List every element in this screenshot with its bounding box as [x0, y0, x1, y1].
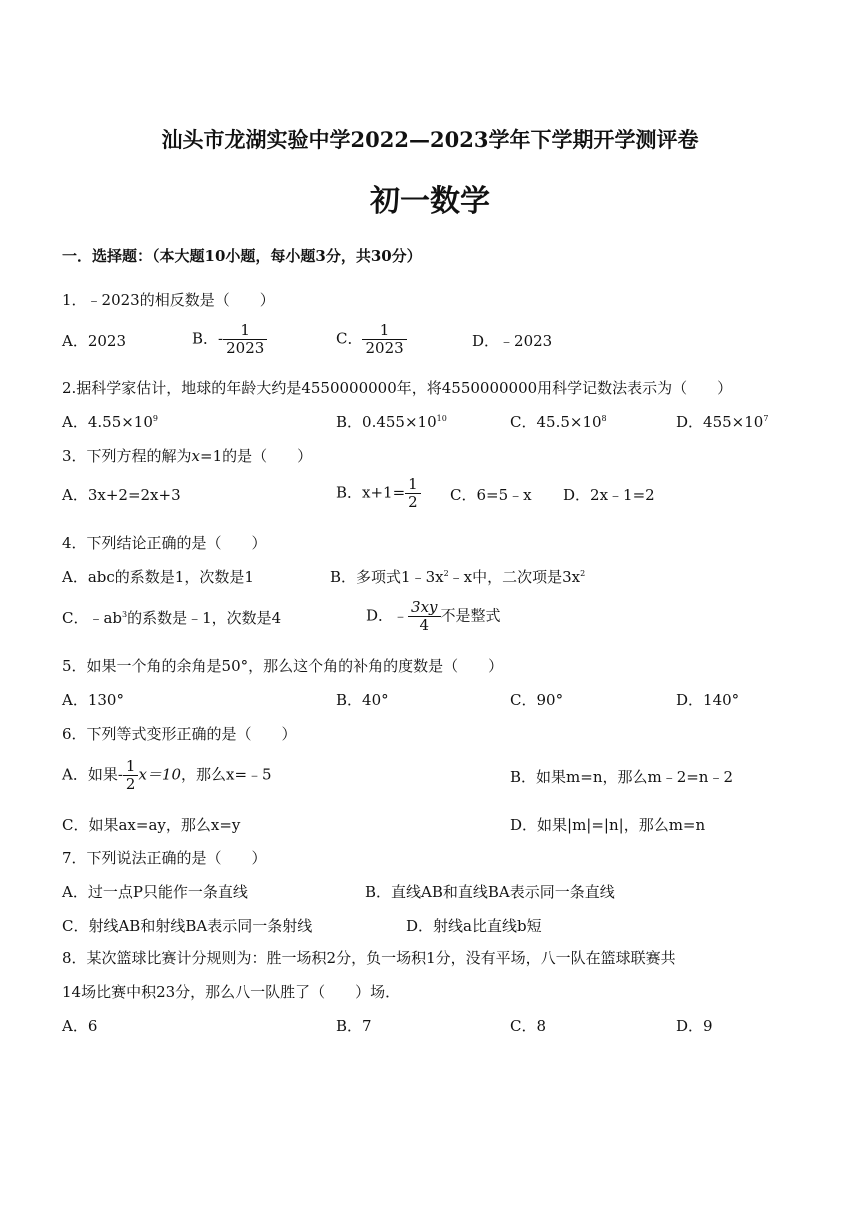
q6-a-post: ，那么x=﹣5: [181, 765, 272, 784]
subject-title: 初一数学: [370, 184, 490, 219]
q1-b-label: B．: [192, 329, 219, 348]
q2-stem: 2.据科学家估计，地球的年龄大约是4550000000年，将4550000000用科学记数法表示为（ ）: [62, 379, 733, 397]
q7-stem: 7．下列说法正确的是（ ）: [62, 849, 267, 867]
q2-option-b: [336, 412, 447, 432]
q1-b-numerator: 1: [223, 322, 267, 340]
q4-b-mid: ﹣x中，二次项是3x: [448, 568, 581, 586]
q2-d-exponent: 7: [763, 414, 769, 423]
q1-b-denominator: 2023: [226, 339, 265, 357]
q4-c-post: 的系数是﹣1，次数是4: [127, 609, 282, 627]
q2-option-a: [62, 412, 158, 432]
q1-c-numerator: 1: [362, 322, 406, 340]
q4-d-label: D．﹣: [366, 606, 409, 625]
q7-option-c: C．射线AB和射线BA表示同一条射线: [62, 917, 313, 935]
q8-option-d: D．9: [676, 1017, 713, 1035]
q4-c-pre: C．﹣ab: [62, 609, 123, 627]
q1-c-fraction: [362, 322, 406, 357]
q2-option-d: [676, 412, 768, 432]
q6-a-fraction: [123, 758, 139, 793]
q2-d-text: D．455×10: [676, 413, 764, 431]
q6-a-mid: x＝10: [138, 765, 181, 784]
q1-option-b: [192, 322, 267, 357]
q1-c-denominator: 2023: [365, 339, 404, 357]
q1-b-fraction: [223, 322, 267, 357]
q1-b-sign: -: [218, 329, 224, 348]
exam-title: 汕头市龙湖实验中学2022—2023学年下学期开学测评卷: [161, 127, 699, 152]
q5-option-a: A．130°: [62, 691, 124, 709]
q2-c-exponent: 8: [601, 414, 607, 423]
q4-option-a: A．abc的系数是1，次数是1: [62, 568, 254, 586]
q4-b-exponent-1: 2: [443, 569, 449, 578]
q4-d-numerator: 3xy: [408, 599, 440, 617]
q5-option-b: B．40°: [336, 691, 389, 709]
q1-stem: 1．﹣2023的相反数是（ ）: [62, 291, 275, 309]
q7-option-a: A．过一点P只能作一条直线: [62, 883, 248, 901]
q6-option-d: D．如果|m|=|n|，那么m=n: [510, 816, 706, 834]
q8-stem-line1: 8．某次篮球比赛计分规则为：胜一场积2分，负一场积1分，没有平场，八一队在篮球联赛共: [62, 949, 676, 967]
q3-stem: [62, 446, 312, 466]
q4-c-exponent: 3: [122, 610, 128, 619]
q8-option-a: A．6: [62, 1017, 98, 1035]
q6-option-b: B．如果m=n，那么m﹣2=n﹣2: [510, 768, 734, 786]
q2-option-c: [510, 412, 607, 432]
q2-b-text: B．0.455×10: [336, 413, 437, 431]
q4-option-b: [330, 567, 585, 587]
q5-option-d: D．140°: [676, 691, 740, 709]
q3-b-expr: x+1=: [362, 483, 406, 502]
q2-b-exponent: 10: [436, 414, 447, 423]
q1-c-label: C．: [336, 329, 363, 348]
q4-b-pre: B．多项式1﹣3x: [330, 568, 444, 586]
section-heading: 一．选择题：（本大题10小题，每小题3分，共30分）: [62, 247, 422, 265]
q5-stem: 5．如果一个角的余角是50°，那么这个角的补角的度数是（ ）: [62, 657, 504, 675]
q4-option-c: [62, 608, 281, 628]
q1-option-d: D．﹣2023: [472, 332, 553, 350]
q8-option-b: B．7: [336, 1017, 372, 1035]
q3-option-c: C．6=5﹣x: [450, 486, 532, 504]
q3-option-a: A．3x+2=2x+3: [62, 486, 181, 504]
q3-b-fraction: [405, 476, 421, 511]
q6-option-a: [62, 758, 272, 793]
q6-a-pre: A．如果-: [62, 765, 123, 784]
q4-stem: 4．下列结论正确的是（ ）: [62, 534, 267, 552]
q7-option-d: D．射线a比直线b短: [406, 917, 542, 935]
q3-stem-variable: x: [191, 447, 201, 465]
q5-option-c: C．90°: [510, 691, 564, 709]
q4-d-post: 不是整式: [440, 606, 501, 625]
q3-b-numerator: 1: [405, 476, 421, 494]
q8-stem-line2: 14场比赛中积23分，那么八一队胜了（ ）场．: [62, 983, 401, 1001]
q3-stem-pre: 3．下列方程的解为: [62, 447, 192, 465]
q3-stem-post: =1的是（ ）: [200, 447, 313, 465]
q1-option-c: [336, 322, 407, 357]
q2-c-text: C．45.5×10: [510, 413, 602, 431]
q6-a-numerator: 1: [123, 758, 139, 776]
q4-option-d: [366, 599, 501, 634]
q2-a-exponent: 9: [152, 414, 158, 423]
q1-option-a: A．2023: [62, 332, 127, 350]
q8-option-c: C．8: [510, 1017, 547, 1035]
q3-option-b: [336, 476, 421, 511]
q7-option-b: B．直线AB和直线BA表示同一条直线: [365, 883, 615, 901]
q3-b-label: B．: [336, 483, 363, 502]
q4-d-fraction: [408, 599, 440, 634]
q3-option-d: D．2x﹣1=2: [563, 486, 655, 504]
q4-b-exponent-2: 2: [580, 569, 586, 578]
q6-stem: 6．下列等式变形正确的是（ ）: [62, 725, 297, 743]
q4-d-denominator: 4: [419, 616, 430, 634]
q3-b-denominator: 2: [408, 493, 418, 511]
q2-a-text: A．4.55×10: [62, 413, 153, 431]
q6-option-c: C．如果ax=ay，那么x=y: [62, 816, 241, 834]
q6-a-denominator: 2: [125, 775, 136, 793]
